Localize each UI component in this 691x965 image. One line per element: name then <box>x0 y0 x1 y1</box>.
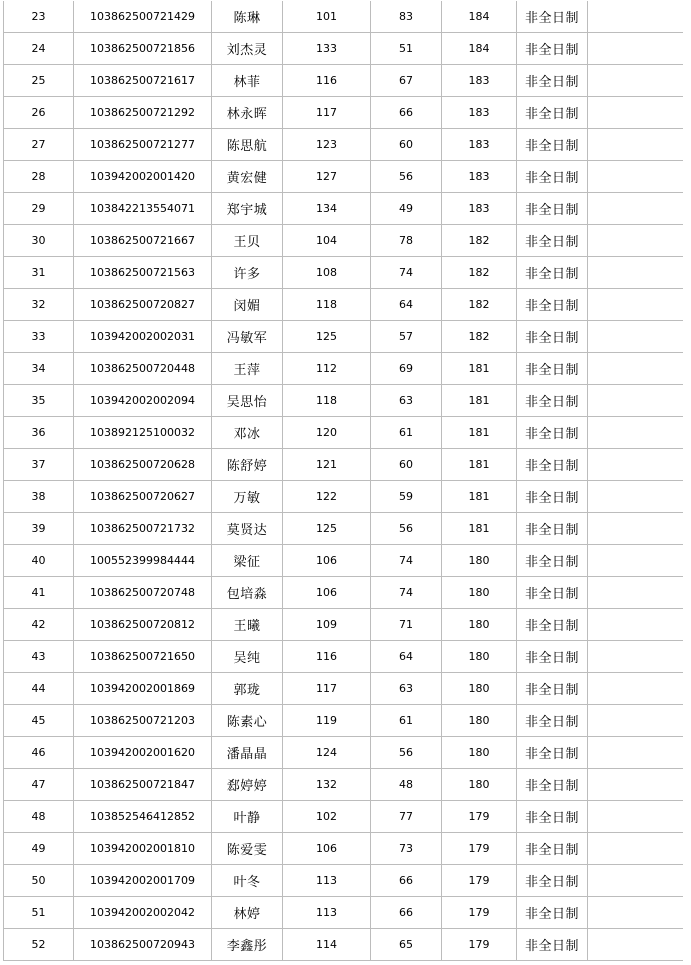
table-row <box>4 545 683 577</box>
score-2-cell: 57 <box>371 321 442 353</box>
score-2-cell: 66 <box>371 897 442 929</box>
study-mode-cell: 非全日制 <box>517 385 588 417</box>
name-cell: 李鑫彤 <box>212 929 283 961</box>
candidate-id-cell: 103942002001709 <box>74 865 212 897</box>
study-mode-cell: 非全日制 <box>517 481 588 513</box>
candidate-id-cell: 103862500721277 <box>74 129 212 161</box>
score-1-cell: 117 <box>283 97 371 129</box>
empty-cell <box>588 609 683 641</box>
row-number-cell: 47 <box>4 769 74 801</box>
score-2-cell: 74 <box>371 545 442 577</box>
row-number-cell: 32 <box>4 289 74 321</box>
name-cell: 吴思怡 <box>212 385 283 417</box>
score-1-cell: 117 <box>283 673 371 705</box>
table-row <box>4 737 683 769</box>
score-1-cell: 122 <box>283 481 371 513</box>
total-score-cell: 184 <box>442 1 517 33</box>
table-row <box>4 769 683 801</box>
candidate-id-cell: 103942002001869 <box>74 673 212 705</box>
score-2-cell: 61 <box>371 417 442 449</box>
candidate-id-cell: 103942002001620 <box>74 737 212 769</box>
table-row <box>4 673 683 705</box>
score-1-cell: 118 <box>283 385 371 417</box>
table-row <box>4 897 683 929</box>
row-number-cell: 51 <box>4 897 74 929</box>
empty-cell <box>588 353 683 385</box>
study-mode-cell: 非全日制 <box>517 865 588 897</box>
score-1-cell: 113 <box>283 865 371 897</box>
candidate-id-cell: 103942002002031 <box>74 321 212 353</box>
score-1-cell: 120 <box>283 417 371 449</box>
score-1-cell: 124 <box>283 737 371 769</box>
score-2-cell: 63 <box>371 673 442 705</box>
study-mode-cell: 非全日制 <box>517 769 588 801</box>
study-mode-cell: 非全日制 <box>517 545 588 577</box>
table-row <box>4 705 683 737</box>
study-mode-cell: 非全日制 <box>517 257 588 289</box>
score-1-cell: 123 <box>283 129 371 161</box>
name-cell: 邓冰 <box>212 417 283 449</box>
row-number-cell: 26 <box>4 97 74 129</box>
empty-cell <box>588 673 683 705</box>
score-1-cell: 114 <box>283 929 371 961</box>
name-cell: 林婷 <box>212 897 283 929</box>
row-number-cell: 38 <box>4 481 74 513</box>
name-cell: 包培淼 <box>212 577 283 609</box>
name-cell: 闵媚 <box>212 289 283 321</box>
candidate-id-cell: 103862500720628 <box>74 449 212 481</box>
study-mode-cell: 非全日制 <box>517 65 588 97</box>
score-1-cell: 116 <box>283 65 371 97</box>
empty-cell <box>588 929 683 961</box>
row-number-cell: 41 <box>4 577 74 609</box>
row-number-cell: 50 <box>4 865 74 897</box>
total-score-cell: 179 <box>442 833 517 865</box>
row-number-cell: 42 <box>4 609 74 641</box>
empty-cell <box>588 769 683 801</box>
name-cell: 王贝 <box>212 225 283 257</box>
candidate-id-cell: 103862500720448 <box>74 353 212 385</box>
name-cell: 郭珑 <box>212 673 283 705</box>
score-1-cell: 134 <box>283 193 371 225</box>
study-mode-cell: 非全日制 <box>517 289 588 321</box>
row-number-cell: 33 <box>4 321 74 353</box>
table-row <box>4 289 683 321</box>
score-2-cell: 64 <box>371 641 442 673</box>
score-1-cell: 106 <box>283 545 371 577</box>
score-2-cell: 60 <box>371 449 442 481</box>
name-cell: 叶冬 <box>212 865 283 897</box>
score-2-cell: 67 <box>371 65 442 97</box>
name-cell: 许多 <box>212 257 283 289</box>
total-score-cell: 182 <box>442 321 517 353</box>
total-score-cell: 180 <box>442 737 517 769</box>
name-cell: 郄婷婷 <box>212 769 283 801</box>
total-score-cell: 180 <box>442 673 517 705</box>
row-number-cell: 48 <box>4 801 74 833</box>
candidate-id-cell: 103852546412852 <box>74 801 212 833</box>
empty-cell <box>588 257 683 289</box>
score-2-cell: 73 <box>371 833 442 865</box>
candidate-id-cell: 103862500721617 <box>74 65 212 97</box>
row-number-cell: 24 <box>4 33 74 65</box>
candidate-id-cell: 103942002001810 <box>74 833 212 865</box>
score-1-cell: 101 <box>283 1 371 33</box>
name-cell: 林永晖 <box>212 97 283 129</box>
study-mode-cell: 非全日制 <box>517 801 588 833</box>
score-1-cell: 127 <box>283 161 371 193</box>
row-number-cell: 43 <box>4 641 74 673</box>
name-cell: 万敏 <box>212 481 283 513</box>
study-mode-cell: 非全日制 <box>517 513 588 545</box>
score-2-cell: 60 <box>371 129 442 161</box>
row-number-cell: 37 <box>4 449 74 481</box>
candidate-id-cell: 103862500721203 <box>74 705 212 737</box>
empty-cell <box>588 577 683 609</box>
table-row <box>4 353 683 385</box>
total-score-cell: 180 <box>442 577 517 609</box>
empty-cell <box>588 289 683 321</box>
total-score-cell: 180 <box>442 609 517 641</box>
name-cell: 潘晶晶 <box>212 737 283 769</box>
name-cell: 黄宏健 <box>212 161 283 193</box>
score-1-cell: 132 <box>283 769 371 801</box>
study-mode-cell: 非全日制 <box>517 417 588 449</box>
empty-cell <box>588 65 683 97</box>
candidate-id-cell: 103942002002042 <box>74 897 212 929</box>
table-row <box>4 65 683 97</box>
row-number-cell: 29 <box>4 193 74 225</box>
name-cell: 冯敏军 <box>212 321 283 353</box>
candidate-id-cell: 103862500720827 <box>74 289 212 321</box>
study-mode-cell: 非全日制 <box>517 897 588 929</box>
score-2-cell: 71 <box>371 609 442 641</box>
study-mode-cell: 非全日制 <box>517 1 588 33</box>
table-row <box>4 801 683 833</box>
name-cell: 郑宇城 <box>212 193 283 225</box>
study-mode-cell: 非全日制 <box>517 225 588 257</box>
total-score-cell: 181 <box>442 449 517 481</box>
name-cell: 王曦 <box>212 609 283 641</box>
name-cell: 叶静 <box>212 801 283 833</box>
table-row <box>4 225 683 257</box>
candidate-id-cell: 103862500720748 <box>74 577 212 609</box>
total-score-cell: 180 <box>442 769 517 801</box>
name-cell: 陈素心 <box>212 705 283 737</box>
empty-cell <box>588 897 683 929</box>
row-number-cell: 49 <box>4 833 74 865</box>
candidate-id-cell: 103942002002094 <box>74 385 212 417</box>
total-score-cell: 182 <box>442 225 517 257</box>
name-cell: 莫贤达 <box>212 513 283 545</box>
table-row <box>4 641 683 673</box>
candidate-id-cell: 103862500721667 <box>74 225 212 257</box>
row-number-cell: 31 <box>4 257 74 289</box>
total-score-cell: 181 <box>442 417 517 449</box>
score-2-cell: 74 <box>371 577 442 609</box>
score-1-cell: 106 <box>283 833 371 865</box>
total-score-cell: 182 <box>442 257 517 289</box>
row-number-cell: 30 <box>4 225 74 257</box>
empty-cell <box>588 385 683 417</box>
name-cell: 刘杰灵 <box>212 33 283 65</box>
admission-score-table <box>3 1 683 961</box>
empty-cell <box>588 545 683 577</box>
empty-cell <box>588 449 683 481</box>
empty-cell <box>588 97 683 129</box>
candidate-id-cell: 103842213554071 <box>74 193 212 225</box>
candidate-id-cell: 103862500721732 <box>74 513 212 545</box>
row-number-cell: 40 <box>4 545 74 577</box>
table-row <box>4 865 683 897</box>
empty-cell <box>588 865 683 897</box>
empty-cell <box>588 705 683 737</box>
row-number-cell: 25 <box>4 65 74 97</box>
score-1-cell: 133 <box>283 33 371 65</box>
name-cell: 林菲 <box>212 65 283 97</box>
score-1-cell: 116 <box>283 641 371 673</box>
total-score-cell: 180 <box>442 545 517 577</box>
table-body <box>4 1 683 961</box>
score-1-cell: 121 <box>283 449 371 481</box>
candidate-id-cell: 103862500721429 <box>74 1 212 33</box>
score-2-cell: 56 <box>371 161 442 193</box>
total-score-cell: 182 <box>442 289 517 321</box>
score-2-cell: 59 <box>371 481 442 513</box>
study-mode-cell: 非全日制 <box>517 673 588 705</box>
score-2-cell: 64 <box>371 289 442 321</box>
score-2-cell: 51 <box>371 33 442 65</box>
score-1-cell: 106 <box>283 577 371 609</box>
candidate-id-cell: 103892125100032 <box>74 417 212 449</box>
candidate-id-cell: 103862500721856 <box>74 33 212 65</box>
table-row <box>4 481 683 513</box>
score-2-cell: 74 <box>371 257 442 289</box>
empty-cell <box>588 737 683 769</box>
score-2-cell: 61 <box>371 705 442 737</box>
total-score-cell: 180 <box>442 705 517 737</box>
empty-cell <box>588 321 683 353</box>
table-row <box>4 97 683 129</box>
name-cell: 陈爱雯 <box>212 833 283 865</box>
study-mode-cell: 非全日制 <box>517 449 588 481</box>
table-row <box>4 33 683 65</box>
total-score-cell: 181 <box>442 353 517 385</box>
empty-cell <box>588 417 683 449</box>
study-mode-cell: 非全日制 <box>517 833 588 865</box>
row-number-cell: 27 <box>4 129 74 161</box>
total-score-cell: 183 <box>442 97 517 129</box>
table-row <box>4 929 683 961</box>
row-number-cell: 28 <box>4 161 74 193</box>
score-2-cell: 49 <box>371 193 442 225</box>
study-mode-cell: 非全日制 <box>517 193 588 225</box>
score-1-cell: 119 <box>283 705 371 737</box>
study-mode-cell: 非全日制 <box>517 929 588 961</box>
total-score-cell: 180 <box>442 641 517 673</box>
score-1-cell: 112 <box>283 353 371 385</box>
empty-cell <box>588 481 683 513</box>
empty-cell <box>588 129 683 161</box>
candidate-id-cell: 103862500721563 <box>74 257 212 289</box>
empty-cell <box>588 833 683 865</box>
table-row <box>4 129 683 161</box>
study-mode-cell: 非全日制 <box>517 705 588 737</box>
total-score-cell: 179 <box>442 801 517 833</box>
score-1-cell: 125 <box>283 513 371 545</box>
table-row <box>4 609 683 641</box>
total-score-cell: 179 <box>442 929 517 961</box>
score-2-cell: 83 <box>371 1 442 33</box>
study-mode-cell: 非全日制 <box>517 321 588 353</box>
total-score-cell: 183 <box>442 129 517 161</box>
row-number-cell: 35 <box>4 385 74 417</box>
table-row <box>4 417 683 449</box>
name-cell: 王萍 <box>212 353 283 385</box>
score-1-cell: 113 <box>283 897 371 929</box>
name-cell: 陈舒婷 <box>212 449 283 481</box>
score-2-cell: 56 <box>371 513 442 545</box>
table-row <box>4 1 683 33</box>
study-mode-cell: 非全日制 <box>517 33 588 65</box>
score-1-cell: 108 <box>283 257 371 289</box>
candidate-id-cell: 103862500721650 <box>74 641 212 673</box>
table-row <box>4 257 683 289</box>
study-mode-cell: 非全日制 <box>517 577 588 609</box>
table-row <box>4 193 683 225</box>
row-number-cell: 45 <box>4 705 74 737</box>
score-2-cell: 48 <box>371 769 442 801</box>
name-cell: 陈琳 <box>212 1 283 33</box>
total-score-cell: 179 <box>442 865 517 897</box>
name-cell: 陈思航 <box>212 129 283 161</box>
table-row <box>4 577 683 609</box>
score-2-cell: 78 <box>371 225 442 257</box>
total-score-cell: 184 <box>442 33 517 65</box>
empty-cell <box>588 641 683 673</box>
study-mode-cell: 非全日制 <box>517 129 588 161</box>
empty-cell <box>588 801 683 833</box>
candidate-id-cell: 100552399984444 <box>74 545 212 577</box>
empty-cell <box>588 193 683 225</box>
table-row <box>4 321 683 353</box>
table-row <box>4 161 683 193</box>
row-number-cell: 44 <box>4 673 74 705</box>
score-1-cell: 125 <box>283 321 371 353</box>
row-number-cell: 39 <box>4 513 74 545</box>
total-score-cell: 179 <box>442 897 517 929</box>
total-score-cell: 183 <box>442 193 517 225</box>
score-2-cell: 63 <box>371 385 442 417</box>
score-2-cell: 56 <box>371 737 442 769</box>
total-score-cell: 181 <box>442 385 517 417</box>
empty-cell <box>588 1 683 33</box>
score-1-cell: 104 <box>283 225 371 257</box>
row-number-cell: 52 <box>4 929 74 961</box>
row-number-cell: 36 <box>4 417 74 449</box>
study-mode-cell: 非全日制 <box>517 737 588 769</box>
candidate-id-cell: 103862500720943 <box>74 929 212 961</box>
table-row <box>4 385 683 417</box>
score-2-cell: 77 <box>371 801 442 833</box>
row-number-cell: 34 <box>4 353 74 385</box>
table-row <box>4 833 683 865</box>
score-1-cell: 102 <box>283 801 371 833</box>
score-2-cell: 69 <box>371 353 442 385</box>
score-2-cell: 66 <box>371 97 442 129</box>
row-number-cell: 23 <box>4 1 74 33</box>
candidate-id-cell: 103862500721847 <box>74 769 212 801</box>
score-1-cell: 118 <box>283 289 371 321</box>
name-cell: 梁征 <box>212 545 283 577</box>
study-mode-cell: 非全日制 <box>517 353 588 385</box>
total-score-cell: 183 <box>442 161 517 193</box>
total-score-cell: 181 <box>442 481 517 513</box>
candidate-id-cell: 103862500720627 <box>74 481 212 513</box>
total-score-cell: 181 <box>442 513 517 545</box>
study-mode-cell: 非全日制 <box>517 97 588 129</box>
score-2-cell: 66 <box>371 865 442 897</box>
score-2-cell: 65 <box>371 929 442 961</box>
empty-cell <box>588 33 683 65</box>
name-cell: 吴纯 <box>212 641 283 673</box>
table-row <box>4 513 683 545</box>
empty-cell <box>588 161 683 193</box>
empty-cell <box>588 225 683 257</box>
table-row <box>4 449 683 481</box>
empty-cell <box>588 513 683 545</box>
study-mode-cell: 非全日制 <box>517 609 588 641</box>
row-number-cell: 46 <box>4 737 74 769</box>
total-score-cell: 183 <box>442 65 517 97</box>
candidate-id-cell: 103942002001420 <box>74 161 212 193</box>
candidate-id-cell: 103862500721292 <box>74 97 212 129</box>
candidate-id-cell: 103862500720812 <box>74 609 212 641</box>
study-mode-cell: 非全日制 <box>517 641 588 673</box>
score-1-cell: 109 <box>283 609 371 641</box>
study-mode-cell: 非全日制 <box>517 161 588 193</box>
